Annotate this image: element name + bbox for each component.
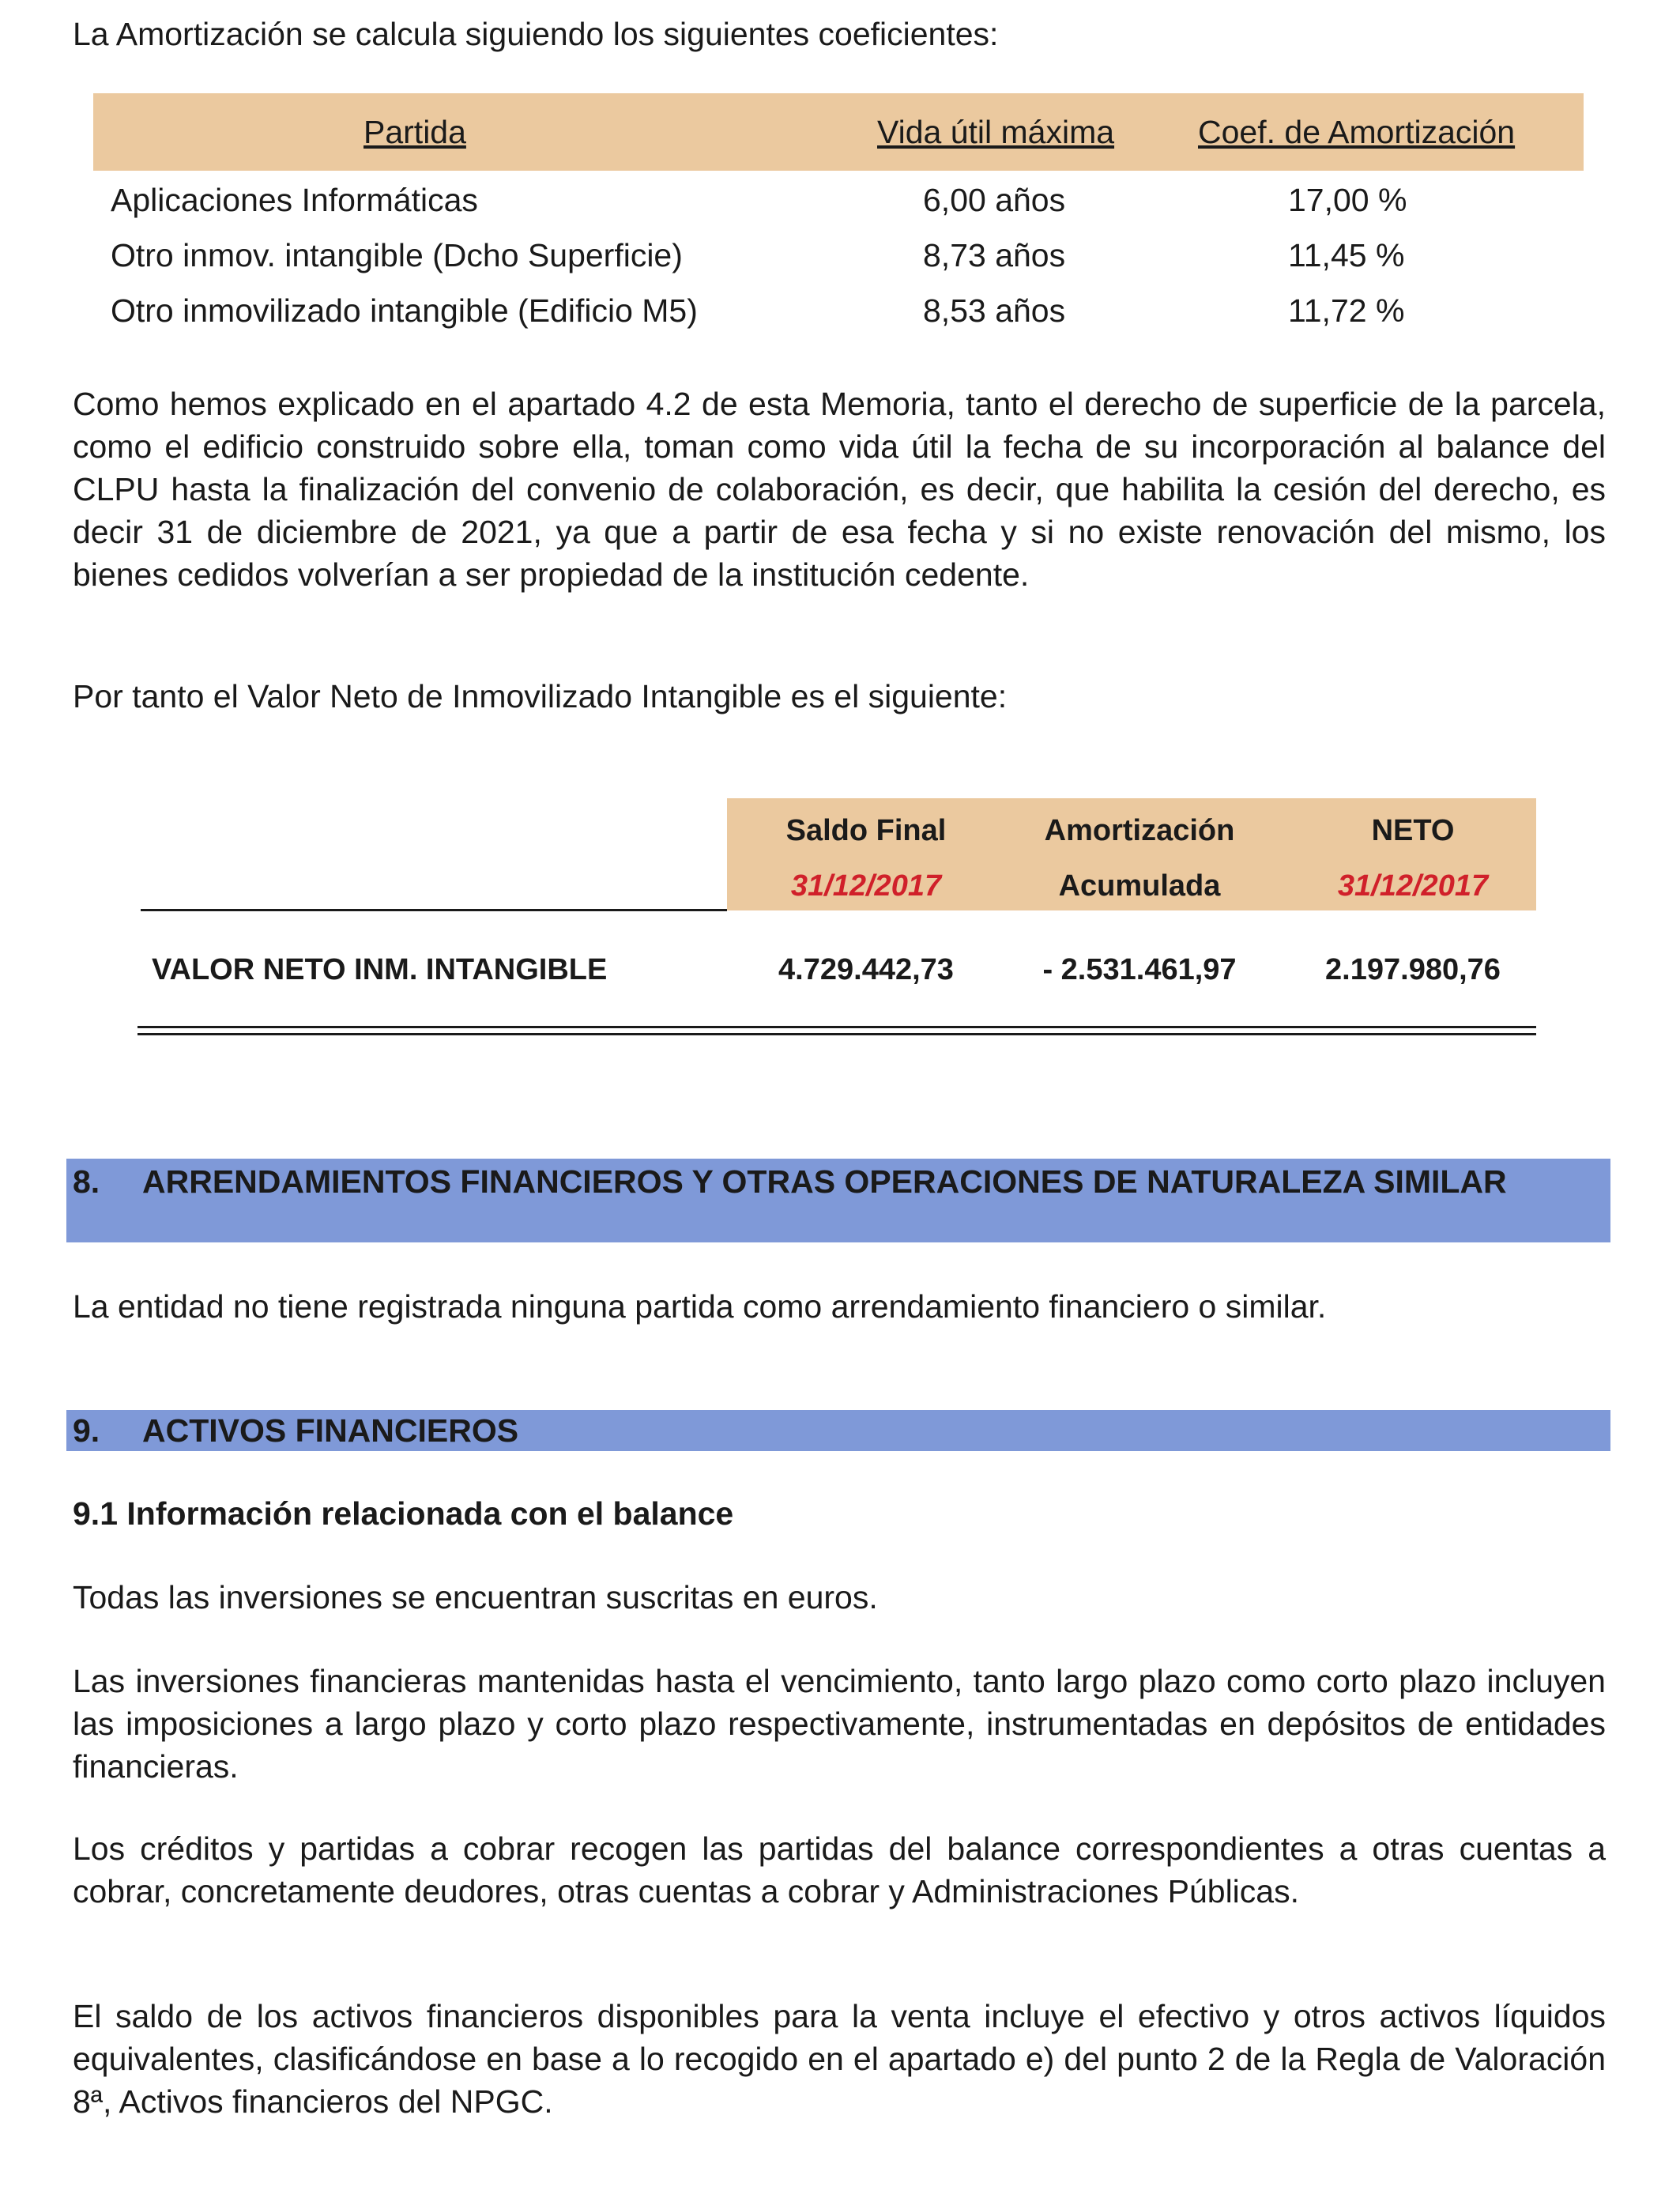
col-neto-date: 31/12/2017 [1337, 869, 1489, 903]
col-amort-line2: Acumulada [1058, 869, 1221, 903]
row-partida: Aplicaciones Informáticas [111, 182, 478, 218]
row-vida: 8,53 años [923, 292, 1066, 329]
paragraph-euros: Todas las inversiones se encuentran suscritas en euros. [73, 1579, 878, 1615]
col-saldo-date: 31/12/2017 [790, 869, 942, 903]
section-8-heading [66, 1159, 1610, 1242]
row-coef: 11,45 % [1288, 237, 1405, 273]
row-partida: Otro inmovilizado intangible (Edificio M5) [111, 292, 698, 329]
section-8-title: ARRENDAMIENTOS FINANCIEROS Y OTRAS OPERACIONES DE NATURALEZA SIMILAR [142, 1163, 1507, 1200]
row-partida: Otro inmov. intangible (Dcho Superficie) [111, 237, 683, 273]
paragraph-valor-neto: Por tanto el Valor Neto de Inmovilizado Intangible es el siguiente: [73, 678, 1008, 714]
intro-text: La Amortización se calcula siguiendo los siguientes coeficientes: [73, 16, 999, 52]
header-vida-util: Vida útil máxima [877, 114, 1115, 150]
row-coef: 17,00 % [1288, 182, 1407, 218]
section-9-title: ACTIVOS FINANCIEROS [142, 1412, 519, 1449]
double-rule [137, 1026, 1536, 1035]
paragraph-creditos: Los créditos y partidas a cobrar recogen las partidas del balance correspondientes a otras cuentas a cobrar, concretamente deudores, otras cuentas a cobrar y Administraciones Públicas. [73, 1830, 1606, 1909]
section-8-text: La entidad no tiene registrada ninguna partida como arrendamiento financiero o similar. [73, 1288, 1327, 1325]
row-vida: 8,73 años [923, 237, 1066, 273]
paragraph-vida-util: Como hemos explicado en el apartado 4.2 de esta Memoria, tanto el derecho de superficie de la parcela, como el edificio construido sobre ella, toman como vida útil la fecha de su incorporación al balance del CLPU hasta la finalización del convenio de colaboración, es decir, que habilita la cesión del derecho, es decir 31 de diciembre de 2021, ya que a partir de esa fecha y si no existe renovación del mismo, los bienes cedidos volverían a ser propiedad de la institución cedente. [73, 386, 1606, 593]
row-coef: 11,72 % [1288, 292, 1405, 329]
row-vida: 6,00 años [923, 182, 1066, 218]
col-saldo-line1: Saldo Final [785, 814, 947, 847]
section-9-number: 9. [73, 1412, 100, 1449]
section-9-heading [66, 1410, 1610, 1451]
table-row [0, 289, 1680, 345]
col-amort-line1: Amortización [1044, 814, 1235, 847]
subsection-9-1-title: 9.1 Información relacionada con el balance [73, 1495, 734, 1532]
coef-table-header [93, 93, 1584, 171]
table-row [0, 234, 1680, 289]
section-8-number: 8. [73, 1163, 100, 1200]
table-rule [141, 909, 727, 911]
table-row [0, 179, 1680, 234]
value-saldo: 4.729.442,73 [778, 953, 954, 986]
header-partida: Partida [363, 114, 466, 150]
value-neto: 2.197.980,76 [1325, 953, 1501, 986]
net-table-header [727, 798, 1536, 910]
paragraph-inversiones: Las inversiones financieras mantenidas hasta el vencimiento, tanto largo plazo como corto plazo incluyen las imposiciones a largo plazo y corto plazo respectivamente, instrumentadas en depósitos de entidades financieras. [73, 1663, 1606, 1785]
col-neto-line1: NETO [1371, 814, 1455, 847]
row-label: VALOR NETO INM. INTANGIBLE [152, 953, 608, 986]
paragraph-activos-disponibles: El saldo de los activos financieros disponibles para la venta incluye el efectivo y otros activos líquidos equivalentes, clasificándose en base a lo recogido en el apartado e) del punto 2 de la Regla de Valoración 8ª, Activos financieros del NPGC. [73, 1998, 1606, 2120]
value-amortizacion: - 2.531.461,97 [1042, 953, 1237, 986]
header-coef: Coef. de Amortización [1198, 114, 1516, 150]
